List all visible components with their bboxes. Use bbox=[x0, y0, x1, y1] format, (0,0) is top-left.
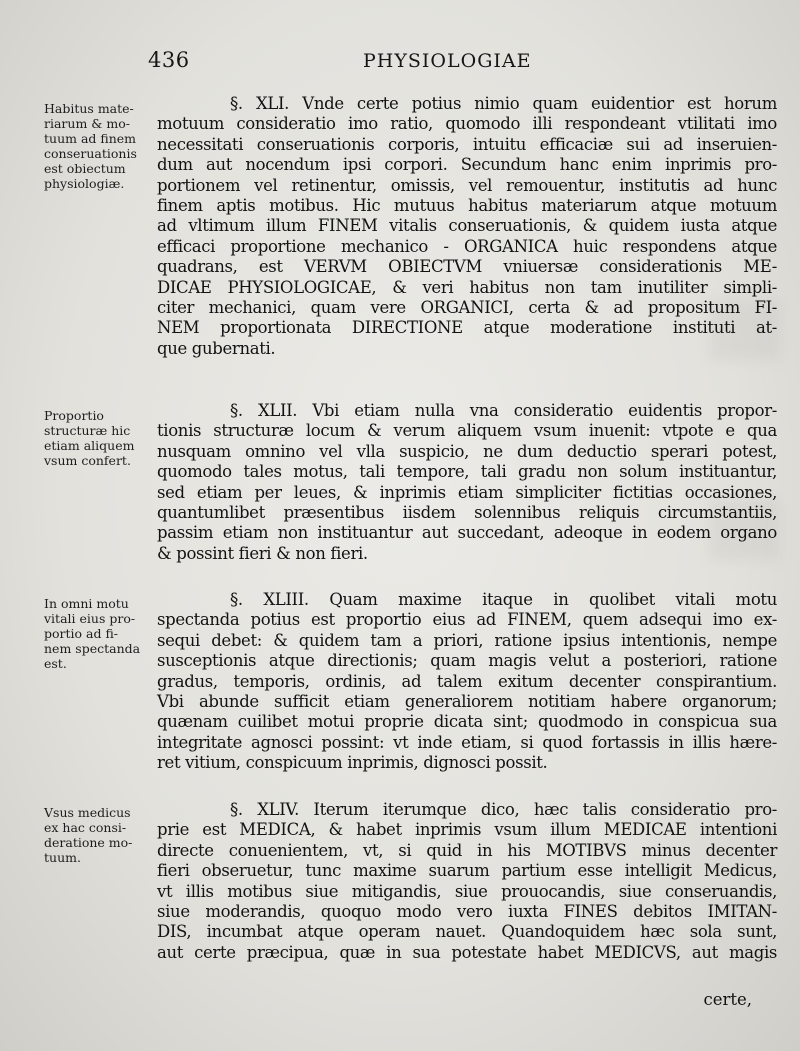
text-line: DIS, incumbat atque operam nauet. Quandoquidem hæc sola sunt, bbox=[157, 922, 777, 942]
text-line: NEM proportionata DIRECTIONE atque moderatione instituti at- bbox=[157, 318, 777, 338]
text-line: Vbi abunde sufficit etiam generaliorem notitiam habere organorum; bbox=[157, 692, 777, 712]
text-line: ad vltimum illum FINEM vitalis conseruationis, & quidem iusta atque bbox=[157, 216, 777, 236]
text-line: dum aut nocendum ipsi corpori. Secundum hanc enim inprimis pro- bbox=[157, 155, 777, 175]
section-xliv bbox=[157, 800, 777, 963]
text-line: quantumlibet præsentibus iisdem solennibus reliquis circumstantiis, bbox=[157, 503, 777, 523]
text-line: sequi debet: & quidem tam a priori, ratione ipsius intentionis, nempe bbox=[157, 630, 777, 650]
margin-note-line: vitali eius pro- bbox=[44, 611, 136, 626]
margin-note-line: deratione mo- bbox=[44, 835, 133, 850]
text-line: §. XLI. Vnde certe potius nimio quam euidentior est horum bbox=[230, 94, 777, 113]
margin-note-line: etiam aliquem bbox=[44, 438, 135, 453]
text-line: que gubernati. bbox=[157, 338, 276, 358]
margin-note-line: Vsus medicus bbox=[44, 805, 131, 820]
text-line: efficaci proportione mechanico - ORGANICA huic respondens atque bbox=[157, 236, 777, 256]
text-line: §. XLIII. Quam maxime itaque in quolibet vitali motu bbox=[230, 590, 777, 609]
margin-note-line: Proportio bbox=[44, 408, 104, 423]
margin-note-line: tuum ad finem bbox=[44, 131, 137, 146]
catchword: certe, bbox=[703, 990, 752, 1009]
page-header bbox=[0, 46, 800, 76]
text-line: passim etiam non instituantur aut succedant, adeoque in eodem organo bbox=[157, 523, 777, 543]
margin-note-line: In omni motu bbox=[44, 596, 129, 611]
section-xli bbox=[157, 94, 777, 359]
text-line: tionis structuræ locum & verum aliquem vsum inuenit: vtpote e qua bbox=[157, 421, 777, 441]
text-line: siue moderandis, quoquo modo vero iuxta FINES debitos IMITAN- bbox=[157, 902, 777, 922]
margin-note-in-omni bbox=[44, 596, 152, 671]
text-line: nusquam omnino vel vlla suspicio, ne dum deductio sperari potest, bbox=[157, 441, 777, 461]
text-line: directe conuenientem, vt, si quid in his MOTIBVS minus decenter bbox=[157, 840, 777, 860]
margin-note-line: ex hac consi- bbox=[44, 820, 127, 835]
margin-note-line: physiologiæ. bbox=[44, 176, 125, 191]
section-xliii bbox=[157, 590, 777, 774]
margin-note-line: portio ad fi- bbox=[44, 626, 119, 641]
text-line: finem aptis motibus. Hic mutuus habitus materiarum atque motuum bbox=[157, 196, 777, 216]
text-line: vt illis motibus siue mitigandis, siue prouocandis, siue conseruandis, bbox=[157, 881, 777, 901]
margin-note-line: est obiectum bbox=[44, 161, 126, 176]
text-line: quadrans, est VERVM OBIECTVM vniuersæ considerationis ME- bbox=[157, 257, 777, 277]
text-line: prie est MEDICA, & habet inprimis vsum illum MEDICAE intentioni bbox=[157, 820, 777, 840]
text-line: gradus, temporis, ordinis, ad talem exitum decenter conspirantium. bbox=[157, 671, 777, 691]
text-line: susceptionis atque directionis; quam magis velut a posteriori, ratione bbox=[157, 651, 777, 671]
text-line: & possint fieri & non fieri. bbox=[157, 543, 368, 563]
text-line: sed etiam per leues, & inprimis etiam simpliciter fictitias occasiones, bbox=[157, 482, 777, 502]
text-line: quænam cuilibet motui proprie dicata sint; quodmodo in conspicua sua bbox=[157, 712, 777, 732]
text-line: necessitati conseruationis corporis, intuitu efficaciæ sui ad inseruien- bbox=[157, 134, 777, 154]
text-line: DICAE PHYSIOLOGICAE, & veri habitus non tam inutiliter simpli- bbox=[157, 277, 777, 297]
text-line: spectanda potius est proportio eius ad FINEM, quem adsequi imo ex- bbox=[157, 610, 777, 630]
margin-note-line: structuræ hic bbox=[44, 423, 131, 438]
margin-note-line: conseruationis bbox=[44, 146, 137, 161]
margin-note-vsus bbox=[44, 805, 152, 865]
margin-note-line: vsum confert. bbox=[44, 453, 131, 468]
page-number: 436 bbox=[148, 48, 190, 72]
running-head: PHYSIOLOGIAE bbox=[363, 50, 532, 72]
text-line: ret vitium, conspicuum inprimis, dignosci possit. bbox=[157, 753, 548, 773]
text-line: portionem vel retinentur, omissis, vel remouentur, institutis ad hunc bbox=[157, 175, 777, 195]
text-line: §. XLIV. Iterum iterumque dico, hæc talis consideratio pro- bbox=[230, 800, 777, 819]
margin-note-line: Habitus mate- bbox=[44, 101, 134, 116]
text-line: aut certe præcipua, quæ in sua potestate habet MEDICVS, aut magis bbox=[157, 942, 777, 962]
margin-note-proportio bbox=[44, 408, 152, 468]
text-line: citer mechanici, quam vere ORGANICI, certa & ad propositum FI- bbox=[157, 298, 777, 318]
margin-note-line: est. bbox=[44, 656, 67, 671]
text-line: §. XLII. Vbi etiam nulla vna consideratio euidentis propor- bbox=[230, 401, 777, 420]
text-line: integritate agnosci possint: vt inde etiam, si quod fortassis in illis hære- bbox=[157, 732, 777, 752]
margin-note-habitus bbox=[44, 101, 152, 191]
text-line: quomodo tales motus, tali tempore, tali gradu non solum instituantur, bbox=[157, 462, 777, 482]
margin-note-line: tuum. bbox=[44, 850, 81, 865]
margin-note-line: riarum & mo- bbox=[44, 116, 130, 131]
text-line: fieri obseruetur, tunc maxime suarum partium esse intelligit Medicus, bbox=[157, 861, 777, 881]
margin-note-line: nem spectanda bbox=[44, 641, 141, 656]
text-line: motuum consideratio imo ratio, quomodo illi respondeant vtilitati imo bbox=[157, 114, 777, 134]
section-xlii bbox=[157, 401, 777, 564]
